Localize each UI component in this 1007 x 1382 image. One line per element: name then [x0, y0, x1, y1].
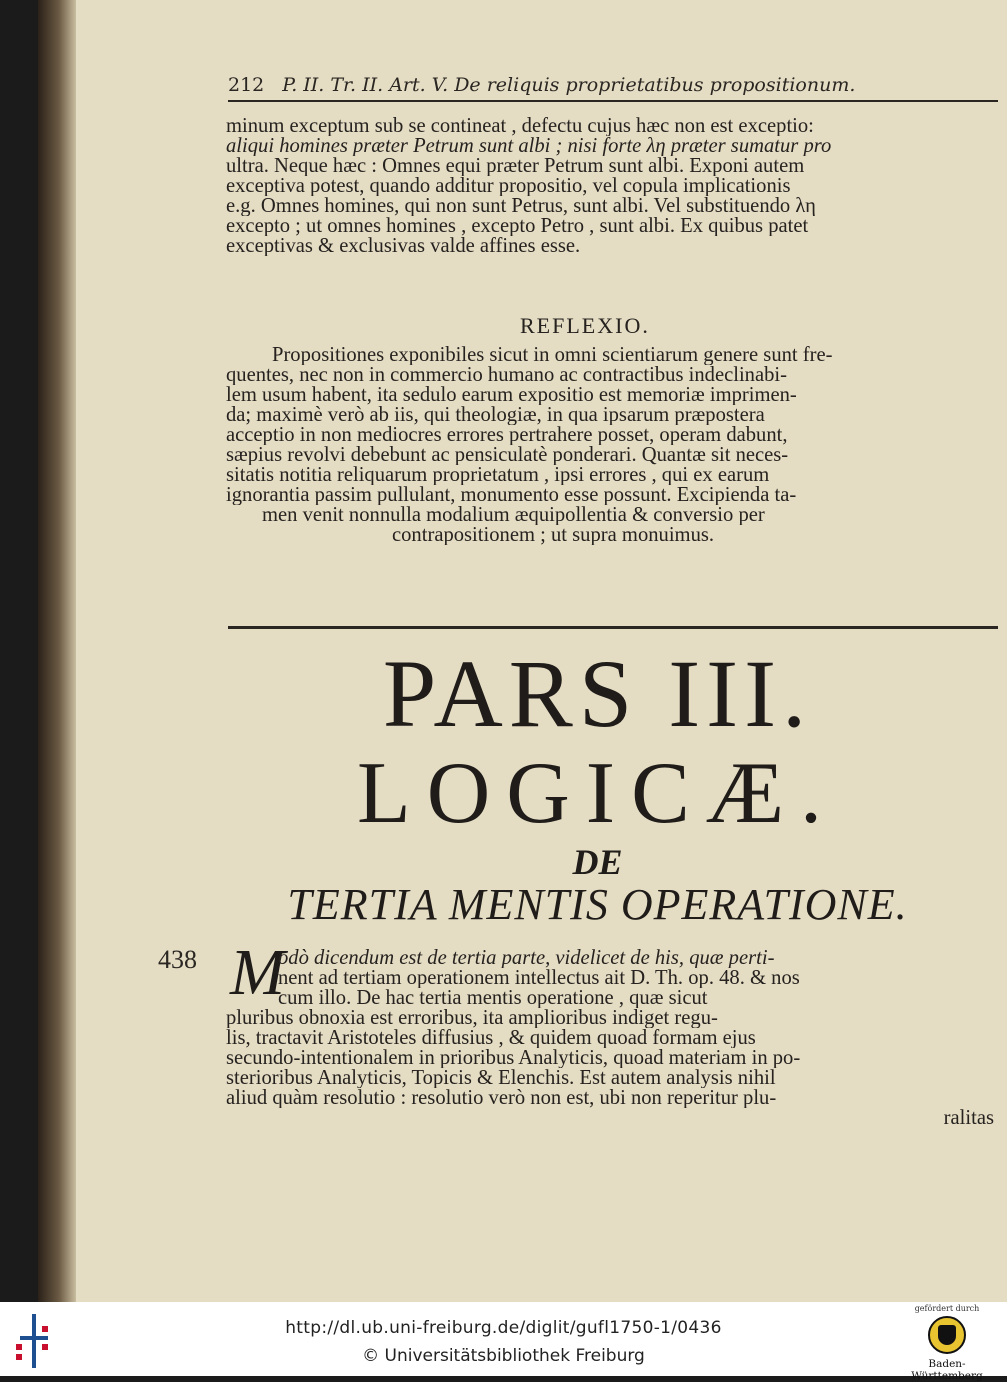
running-head: [228, 74, 998, 96]
text-line: nent ad tertiam operationem intellectus ait D. Th. op. 48. & nos: [278, 968, 800, 988]
text-line: aliud quàm resolutio : resolutio verò non est, ubi non reperitur plu-: [226, 1088, 777, 1108]
text-line: odò dicendum est de tertia parte, videlicet de his, quæ perti-: [278, 948, 775, 968]
viewer-footer: [0, 1302, 1007, 1382]
part-title-operatione: TERTIA MENTIS OPERATIONE.: [287, 880, 908, 929]
text-line: exceptiva potest, quando additur propositio, vel copula implicationis: [226, 176, 791, 196]
text-line: exceptivas & exclusivas valde affines esse.: [226, 236, 581, 256]
text-line: lis, tractavit Aristoteles diffusius , & quidem quoad formam ejus: [226, 1028, 756, 1048]
header-rule: [228, 100, 998, 102]
text-line: acceptio in non mediocres errores pertrahere posset, operam dabunt,: [226, 425, 788, 445]
paragraph-reflexio: [226, 345, 998, 545]
text-line: e.g. Omnes homines, qui non sunt Petrus, sunt albi. Vel substituendo λη: [226, 196, 816, 216]
text-line: da; maximè verò ab iis, qui theologiæ, in qua ipsarum præpostera: [226, 405, 765, 425]
margin-paragraph-number: 438: [158, 945, 197, 974]
text-line: contrapositionem ; ut supra monuimus.: [392, 525, 715, 545]
text-line: sterioribus Analyticis, Topicis & Elenchis. Est autem analysis nihil: [226, 1068, 776, 1088]
sponsor-name: Baden-Württemberg: [911, 1358, 983, 1382]
scanned-page: [38, 0, 1007, 1302]
sponsor-caption: gefördert durch: [914, 1304, 980, 1313]
part-title-pars: PARS III.: [382, 640, 813, 747]
drop-cap: M: [230, 936, 285, 1009]
text-line: pluribus obnoxia est erroribus, ita amplioribus indiget regu-: [226, 1008, 718, 1028]
text-line: cum illo. De hac tertia mentis operatione , quæ sicut: [278, 988, 708, 1008]
text-line: men venit nonnulla modalium æquipollentia & conversio per: [262, 505, 765, 525]
text-line: Propositiones exponibiles sicut in omni scientiarum genere sunt fre-: [272, 345, 833, 365]
coat-of-arms-icon: [928, 1316, 966, 1354]
part-title-logicae: LOGICÆ.: [356, 745, 839, 842]
text-line: minum exceptum sub se contineat , defectu cujus hæc non est exceptio:: [226, 116, 814, 136]
catchword: ralitas: [943, 1108, 994, 1128]
copyright-notice: © Universitätsbibliothek Freiburg: [362, 1346, 645, 1366]
sponsor-badge: [897, 1304, 997, 1382]
text-line: excepto ; ut omnes homines , excepto Petro , sunt albi. Ex quibus patet: [226, 216, 809, 236]
text-line: aliqui homines præter Petrum sunt albi ; nisi forte λη præter sumatur pro: [226, 136, 832, 156]
running-head-title: P. II. Tr. II. Art. V. De reliquis proprietatibus propositionum.: [282, 74, 856, 96]
text-line: secundo-intentionalem in prioribus Analyticis, quoad materiam in po-: [226, 1048, 801, 1068]
part-title-de: DE: [572, 842, 623, 882]
text-line: sitatis notitia reliquarum proprietatum , ipsi errores , qui ex earum: [226, 465, 770, 485]
paragraph-438: [226, 948, 998, 1128]
text-line: lem usum habent, ita sedulo earum expositio est memoriæ imprimen-: [226, 385, 797, 405]
paragraph-exceptio: [226, 116, 998, 256]
permalink-url[interactable]: http://dl.ub.uni-freiburg.de/diglit/gufl1750-1/0436: [285, 1318, 722, 1338]
text-line: quentes, nec non in commercio humano ac contractibus indeclinabi-: [226, 365, 787, 385]
text-line: ultra. Neque hæc : Omnes equi præter Petrum sunt albi. Exponi autem: [226, 156, 805, 176]
section-heading-reflexio: REFLEXIO.: [520, 313, 650, 338]
text-line: sæpius revolvi debebunt ac pensiculatè ponderari. Quantæ sit neces-: [226, 445, 789, 465]
page-number: 212: [228, 74, 265, 96]
section-divider: [228, 626, 998, 629]
text-line: ignorantia passim pullulant, monumento esse possunt. Excipienda ta-: [226, 485, 797, 505]
